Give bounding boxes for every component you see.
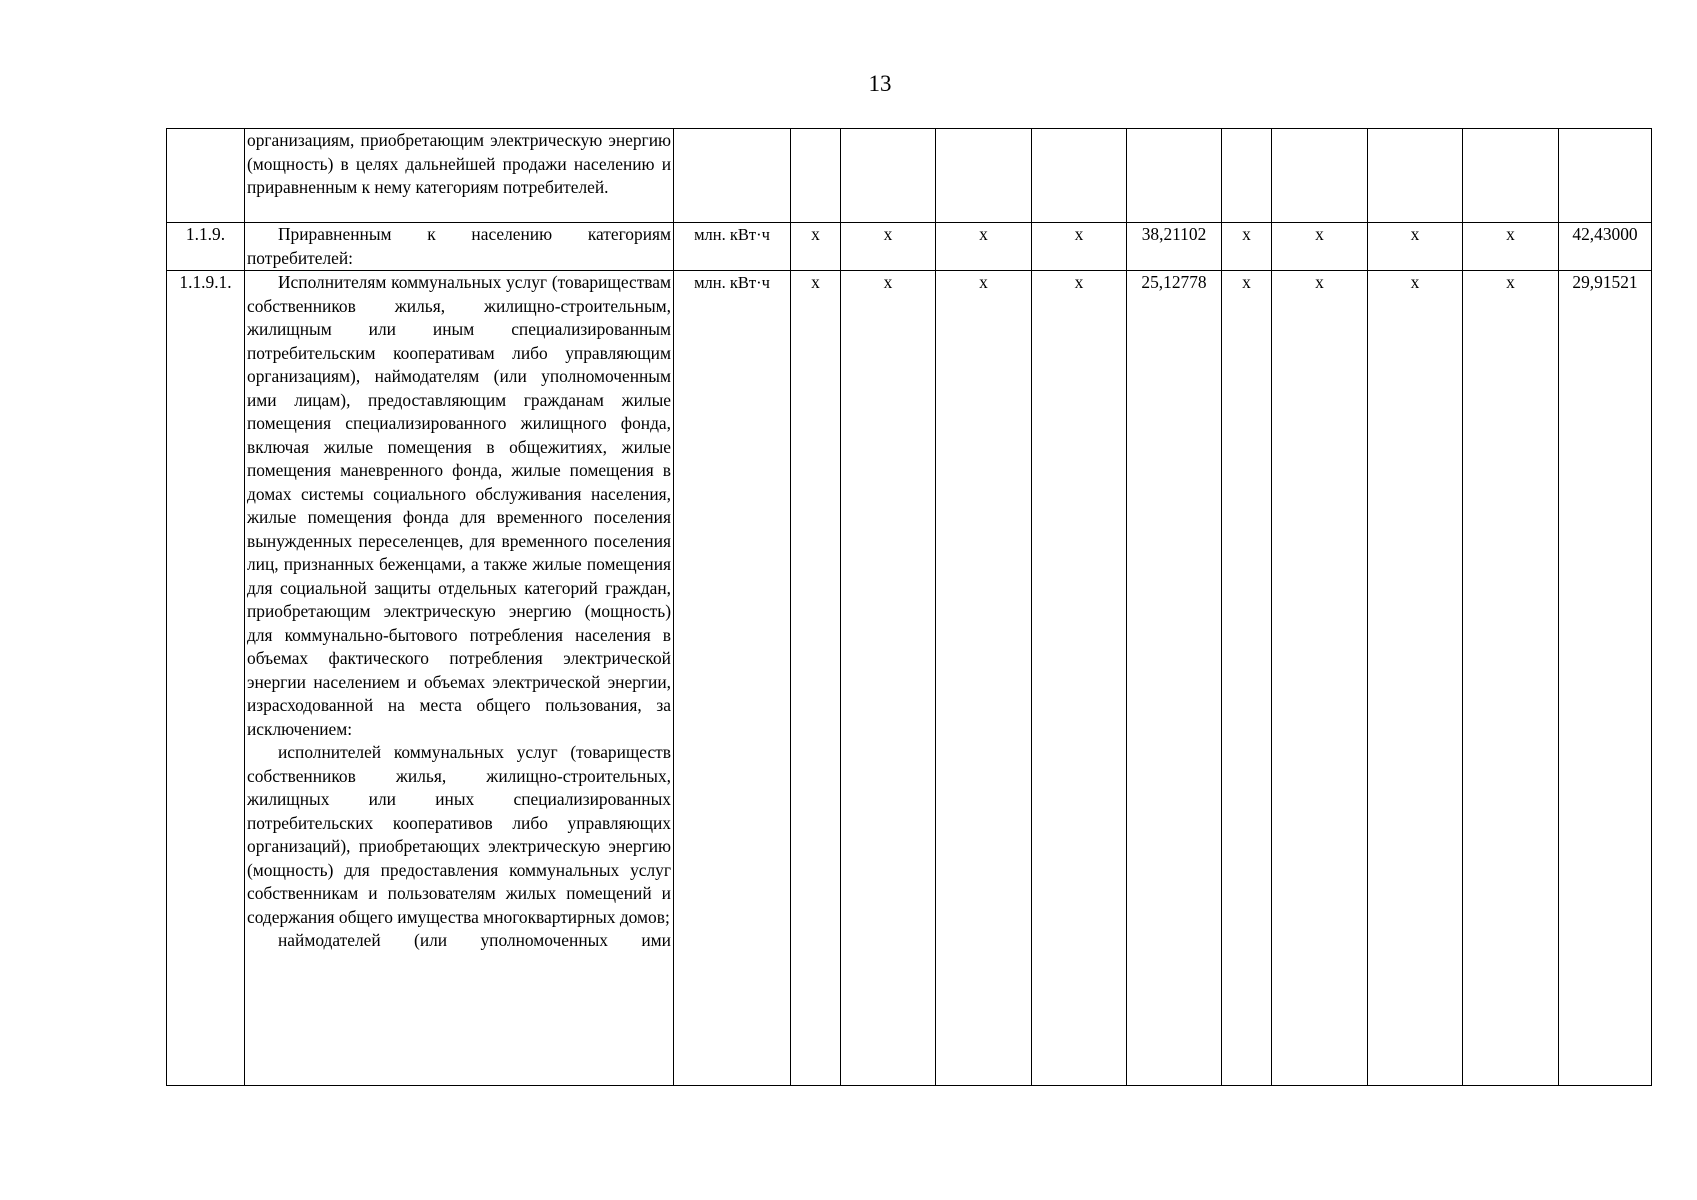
tariff-table [166, 128, 1652, 1086]
table-row [167, 271, 1652, 1086]
description-paragraph: исполнителей коммунальных услуг (товариществ собственников жилья, жилищно-строительных, жилищных или иных специализированных потребительских кооперативов либо управляющих организаций), приобретающих электрическую энергию (мощность) для предоставления коммунальных услуг собственникам и пользователям жилых помещений и содержания общего имущества многоквартирных домов; [247, 742, 671, 927]
value-cell: х [1463, 223, 1559, 271]
row-unit: млн. кВт·ч [674, 271, 791, 1086]
page-number: 13 [868, 71, 892, 96]
value-cell [841, 129, 936, 223]
row-unit [674, 129, 791, 223]
value-cell [1032, 129, 1127, 223]
row-description [245, 129, 674, 223]
value-cell [1272, 129, 1368, 223]
value-cell [1559, 129, 1652, 223]
row-description [245, 223, 674, 271]
row-number: 1.1.9. [167, 223, 245, 271]
value-cell: 25,12778 [1127, 271, 1222, 1086]
value-cell: х [1368, 271, 1463, 1086]
value-cell: х [841, 271, 936, 1086]
value-cell [1368, 129, 1463, 223]
description-paragraph: Исполнителям коммунальных услуг (товариществам собственников жилья, жилищно-строительным, жилищным или иным специализированным потребительским кооперативам либо управляющим организациям), наймодателям (или уполномоченным ими лицам), предоставляющим гражданам жилые помещения специализированного жилищного фонда, включая жилые помещения в общежитиях, жилые помещения маневренного фонда, жилые помещения в домах системы социального обслуживания населения, жилые помещения фонда для временного поселения вынужденных переселенцев, для временного поселения лиц, признанных беженцами, а также жилые помещения для социальной защиты отдельных категорий граждан, приобретающим электрическую энергию (мощность) для коммунально-бытового потребления населения в объемах фактического потребления электрической энергии населением и объемах электрической энергии, израсходованной на места общего пользования, за исключением: [247, 272, 671, 739]
description-paragraph: наймодателей (или уполномоченных ими [278, 930, 671, 950]
row-number: 1.1.9.1. [167, 271, 245, 1086]
value-cell: х [1222, 271, 1272, 1086]
description-paragraph: организациям, приобретающим электрическую энергию (мощность) в целях дальнейшей продажи населению и приравненным к нему категориям потребителей. [247, 130, 671, 197]
value-cell: х [841, 223, 936, 271]
value-cell: 38,21102 [1127, 223, 1222, 271]
value-cell: х [791, 271, 841, 1086]
value-cell: х [1368, 223, 1463, 271]
value-cell: х [1032, 223, 1127, 271]
value-cell [936, 129, 1032, 223]
value-cell: х [1272, 223, 1368, 271]
value-cell: х [1272, 271, 1368, 1086]
row-number [167, 129, 245, 223]
value-cell [1463, 129, 1559, 223]
value-cell: х [1463, 271, 1559, 1086]
value-cell [791, 129, 841, 223]
value-cell: 42,43000 [1559, 223, 1652, 271]
value-cell: 29,91521 [1559, 271, 1652, 1086]
value-cell: х [1032, 271, 1127, 1086]
description-paragraph: Приравненным к населению категориям потребителей: [247, 224, 671, 268]
value-cell: х [936, 271, 1032, 1086]
row-description [245, 271, 674, 1086]
table-row [167, 129, 1652, 223]
value-cell: х [1222, 223, 1272, 271]
value-cell: х [791, 223, 841, 271]
value-cell: х [936, 223, 1032, 271]
row-unit: млн. кВт·ч [674, 223, 791, 271]
value-cell [1127, 129, 1222, 223]
value-cell [1222, 129, 1272, 223]
table-row [167, 223, 1652, 271]
